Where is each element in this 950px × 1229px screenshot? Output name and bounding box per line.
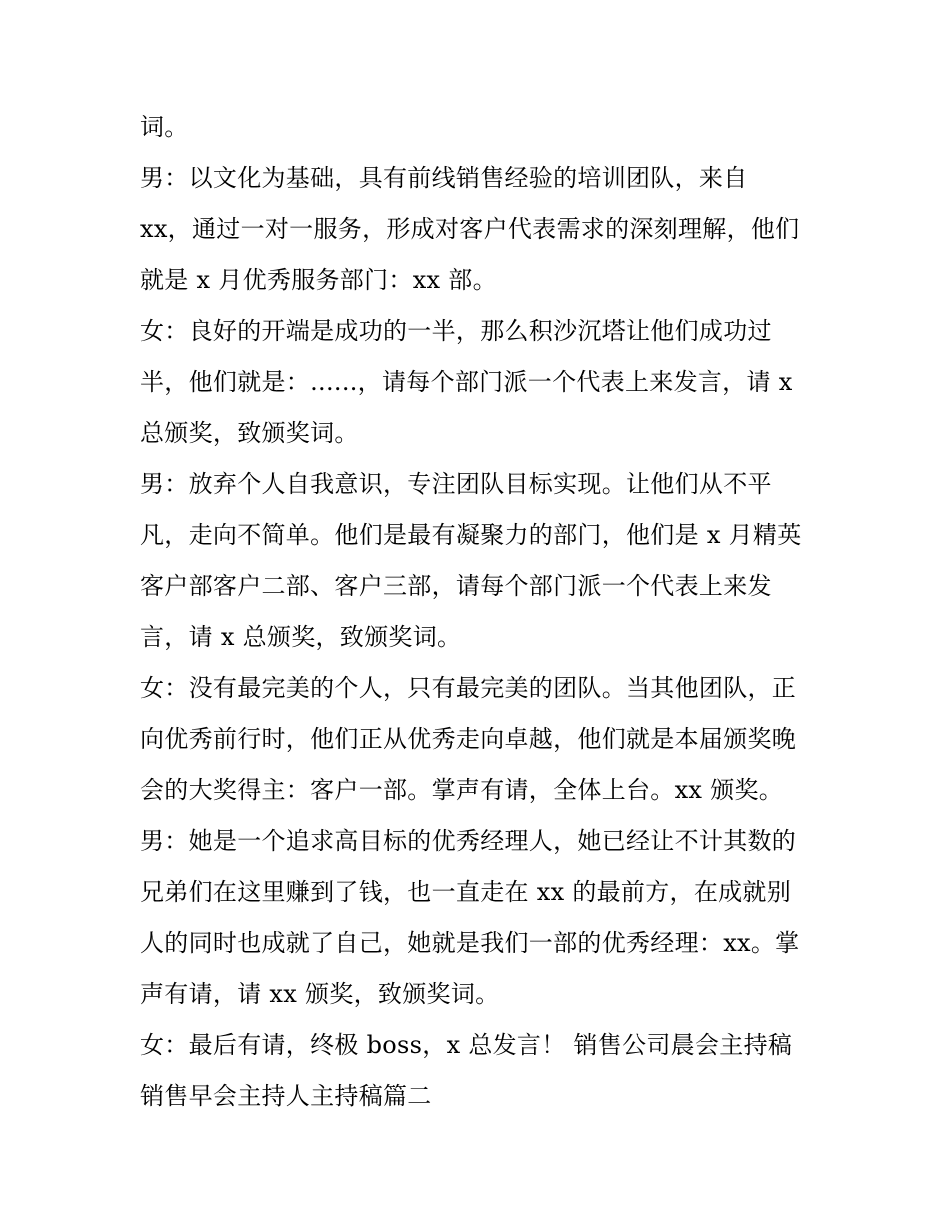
text-line: 兄弟们在这里赚到了钱，也一直走在 xx 的最前方，在成就别 (140, 878, 792, 906)
text-line: 会的大奖得主：客户一部。掌声有请，全体上台。xx 颁奖。 (140, 776, 784, 804)
text-line: 凡，走向不简单。他们是最有凝聚力的部门，他们是 x 月精英 (140, 521, 802, 549)
text-line: 半，他们就是：......，请每个部门派一个代表上来发言，请 x (140, 368, 793, 396)
text-line: 女：没有最完美的个人，只有最完美的团队。当其他团队，正 (140, 674, 797, 702)
text-line: 客户部客户二部、客户三部，请每个部门派一个代表上来发 (140, 572, 772, 600)
text-line: 总颁奖，致颁奖词。 (140, 419, 359, 447)
document-body (140, 102, 830, 1122)
text-line: xx，通过一对一服务，形成对客户代表需求的深刻理解，他们 (140, 215, 800, 243)
text-line: 销售早会主持人主持稿篇二 (140, 1082, 432, 1110)
text-line: 就是 x 月优秀服务部门：xx 部。 (140, 266, 497, 294)
text-line: 男：放弃个人自我意识，专注团队目标实现。让他们从不平 (140, 470, 772, 498)
text-line: 言，请 x 总颁奖，致颁奖词。 (140, 623, 462, 651)
text-line: 女：良好的开端是成功的一半，那么积沙沉塔让他们成功过 (140, 317, 772, 345)
text-line: 男：她是一个追求高目标的优秀经理人，她已经让不计其数的 (140, 827, 797, 855)
text-line: 男：以文化为基础，具有前线销售经验的培训团队，来自 (140, 164, 748, 192)
text-line: 向优秀前行时，他们正从优秀走向卓越，他们就是本届颁奖晚 (140, 725, 797, 753)
text-line: 女：最后有请，终极 boss，x 总发言！ 销售公司晨会主持稿 (140, 1031, 793, 1059)
text-line: 声有请，请 xx 颁奖，致颁奖词。 (140, 980, 500, 1008)
text-line: 词。 (140, 113, 189, 141)
text-line: 人的同时也成就了自己，她就是我们一部的优秀经理：xx。掌 (140, 929, 800, 957)
